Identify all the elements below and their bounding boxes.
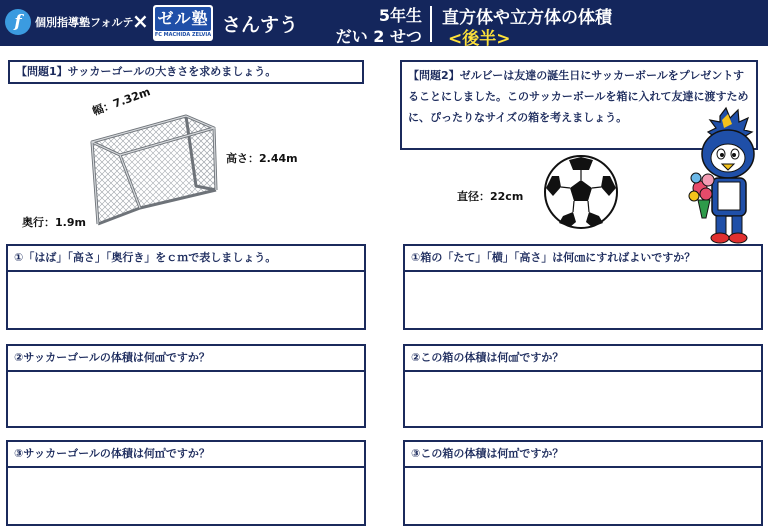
brand-name: 個別指導塾フォルテ <box>35 16 134 29</box>
answer-area-left-2[interactable] <box>8 372 364 426</box>
question-left-1: ①「はば」「高さ」「奥行き」をｃｍで表しましょう。 <box>8 246 364 272</box>
answer-area-right-3[interactable] <box>405 468 761 524</box>
soccer-ball-icon <box>543 154 619 230</box>
question-right-1: ①箱の「たて」「横」「高さ」は何㎝にすればよいですか？ <box>405 246 761 272</box>
answer-area-left-1[interactable] <box>8 272 364 328</box>
goal-height-label: 高さ：2.44m <box>226 152 298 165</box>
answer-area-right-2[interactable] <box>405 372 761 426</box>
answer-box-right-1 <box>403 244 763 330</box>
answer-box-right-2 <box>403 344 763 428</box>
problem2-text: 【問題2】ゼルビーは友達の誕生日にサッカーボールをプレゼントすることにしました。このサッカーボールを箱に入れて友達に渡すために、ぴったりなサイズの箱を考えましょう。 <box>408 69 749 124</box>
club-logo-text: ゼル塾 <box>155 7 211 31</box>
answer-area-left-3[interactable] <box>8 468 364 524</box>
lesson-label: だい 2 せつ <box>335 27 422 46</box>
answer-box-right-3 <box>403 440 763 526</box>
grade-label: 5年生 <box>378 6 422 25</box>
times-symbol: × <box>132 9 149 33</box>
question-right-3: ③この箱の体積は何㎥ですか？ <box>405 442 761 468</box>
mascot-icon <box>686 108 766 244</box>
unit-title: 直方体や立方体の体積 <box>442 8 612 28</box>
goal-width-label: 幅：7.32m <box>90 85 153 119</box>
answer-box-left-2 <box>6 344 366 428</box>
subject-title: さんすう <box>222 14 299 36</box>
answer-box-left-3 <box>6 440 366 526</box>
question-left-3: ③サッカーゴールの体積は何㎥ですか？ <box>8 442 364 468</box>
answer-box-left-1 <box>6 244 366 330</box>
ball-diameter-label: 直径：22cm <box>457 190 524 203</box>
club-logo-sub: FC MACHIDA ZELVIA <box>154 32 212 38</box>
forte-logo-icon: f <box>5 9 31 35</box>
answer-area-right-1[interactable] <box>405 272 761 328</box>
goal-depth-label: 奥行：1.9m <box>22 216 86 229</box>
problem1-text: 【問題1】サッカーゴールの大きさを求めましょう。 <box>16 65 277 78</box>
question-right-2: ②この箱の体積は何㎤ですか？ <box>405 346 761 372</box>
question-left-2: ②サッカーゴールの体積は何㎤ですか？ <box>8 346 364 372</box>
unit-part: <後半> <box>448 29 511 49</box>
